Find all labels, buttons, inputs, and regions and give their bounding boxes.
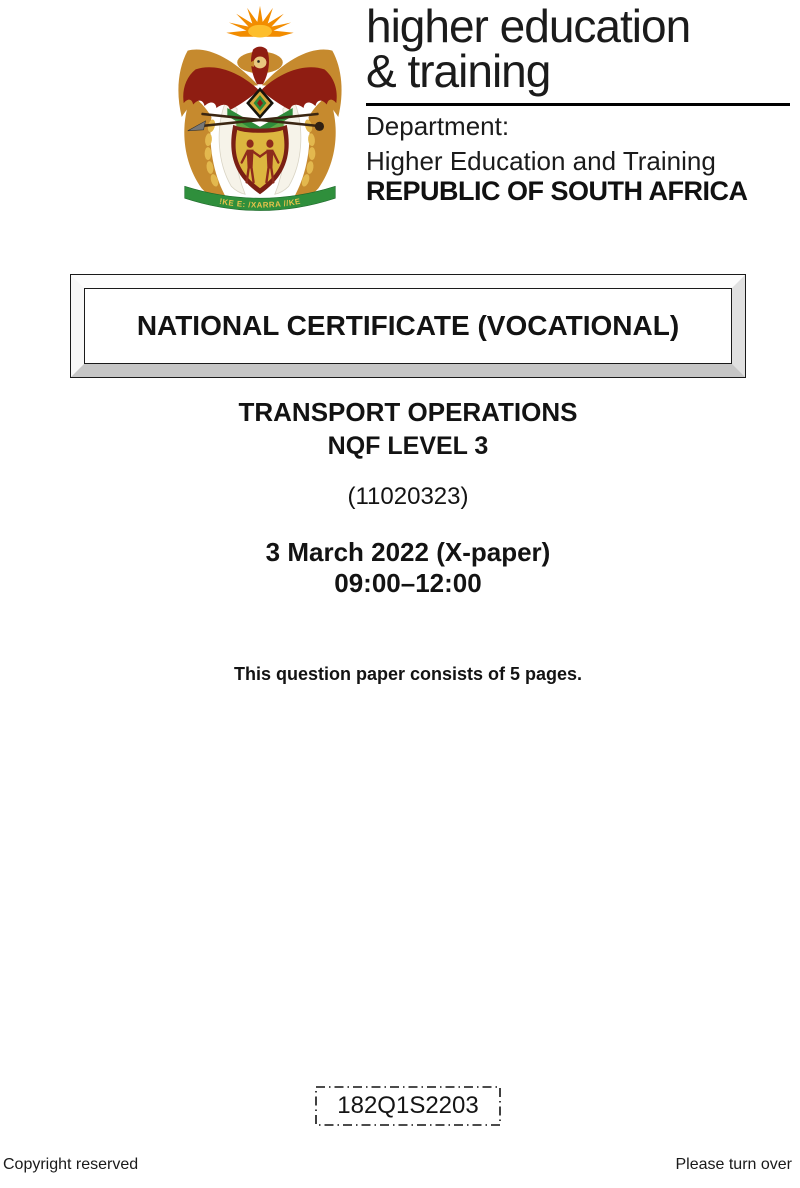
exam-datetime	[70, 537, 746, 599]
exam-subject: TRANSPORT OPERATIONS	[238, 397, 578, 427]
department-label: Department:	[366, 111, 510, 141]
header-divider	[366, 103, 790, 106]
country-name: REPUBLIC OF SOUTH AFRICA	[366, 176, 748, 206]
paper-code-box-wrap	[70, 1086, 746, 1126]
footer-turn-over: Please turn over	[675, 1156, 792, 1173]
exam-date: 3 March 2022 (X-paper)	[265, 537, 551, 567]
paper-code: 182Q1S2203	[337, 1092, 479, 1119]
exam-time: 09:00–12:00	[334, 568, 482, 598]
wordmark-line2: & training	[366, 45, 551, 97]
department-wordmark	[366, 0, 790, 207]
certificate-title-box	[70, 274, 746, 378]
motto-text: !KE E: /XARRA //KE	[218, 196, 302, 210]
wordmark-line1: higher education	[366, 0, 691, 52]
exam-level: NQF LEVEL 3	[327, 432, 489, 460]
south-africa-coat-of-arms-icon	[170, 6, 350, 216]
sun-rays-icon	[226, 6, 293, 37]
exam-code: (11020323)	[347, 483, 469, 510]
department-name: Higher Education and Training	[366, 146, 716, 176]
footer-copyright: Copyright reserved	[3, 1156, 139, 1173]
paper-code-box	[315, 1086, 501, 1126]
footer	[3, 1156, 792, 1174]
title-box-inner	[84, 288, 732, 364]
pages-note: This question paper consists of 5 pages.	[233, 664, 583, 684]
certificate-title: NATIONAL CERTIFICATE (VOCATIONAL)	[136, 310, 680, 341]
